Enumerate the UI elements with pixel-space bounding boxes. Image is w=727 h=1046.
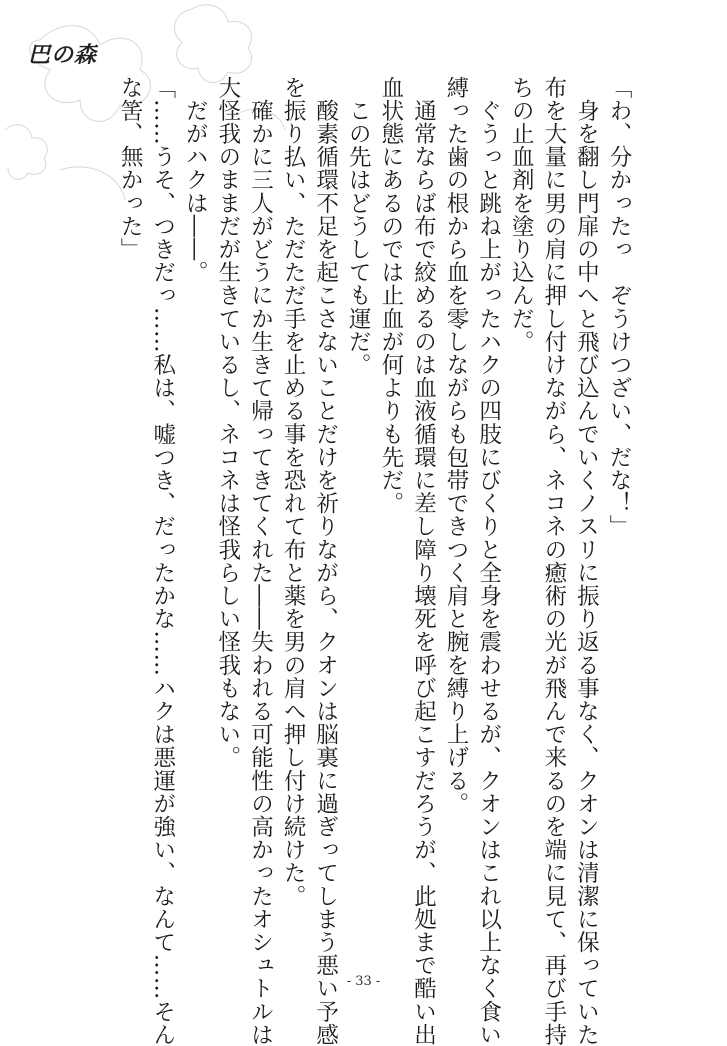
text-line: 血状態にあるのでは止血が何よりも先だ。 (377, 76, 404, 515)
text-line: 酸素循環不足を起こさないことだけを祈りながら、クオンは脳裏に過ぎってしまう悪い予感 (312, 76, 339, 1046)
text-line: 確かに三人がどうにか生きて帰ってきてくれた――失われる可能性の高かったオシュトルは (247, 76, 274, 1046)
text-line: 「……うそ、つきだっ……私は、嘘つき、だったかな……ハクは悪運が強い、なんて……そん (149, 76, 176, 1046)
text-line: ぐうっと跳ね上がったハクの四肢にびくりと全身を震わせるが、クオンはこれ以上なく食い (475, 76, 502, 1046)
text-line: ちの止血剤を塗り込んだ。 (508, 76, 535, 354)
page-number: - 33 - (346, 974, 381, 989)
text-line: だがハクは――。 (182, 76, 209, 284)
text-line: 大怪我のままだが生きているし、ネコネは怪我らしい怪我もない。 (214, 76, 241, 769)
text-line: 縛った歯の根から血を零しながらも包帯できつく肩と腕を縛り上げる。 (443, 76, 470, 816)
text-line: を振り払い、ただただ手を止める事を恐れて布と薬を男の肩へ押し付け続けた。 (280, 76, 307, 908)
text-line: 「わ、分かったっ ぞうけつざい、だな！」 (606, 76, 632, 538)
text-line: 布を大量に男の肩に押し付けながら、ネコネの癒術の光が飛んで来るのを端に見て、再び手持 (540, 76, 567, 1046)
text-line: な筈、無かった」 (117, 76, 144, 261)
text-line: この先はどうしても運だ。 (345, 76, 372, 377)
text-line: 身を翻し門扉の中へと飛び込んでいくノスリに振り返る事なく、クオンは清潔に保っていた (573, 76, 600, 1046)
chapter-header-logo: 巴の森 (28, 42, 98, 68)
text-line: 通常ならば布で絞めるのは血液循環に差し障り壊死を呼び起こすだろうが、此処まで酷い出 (410, 76, 437, 1046)
